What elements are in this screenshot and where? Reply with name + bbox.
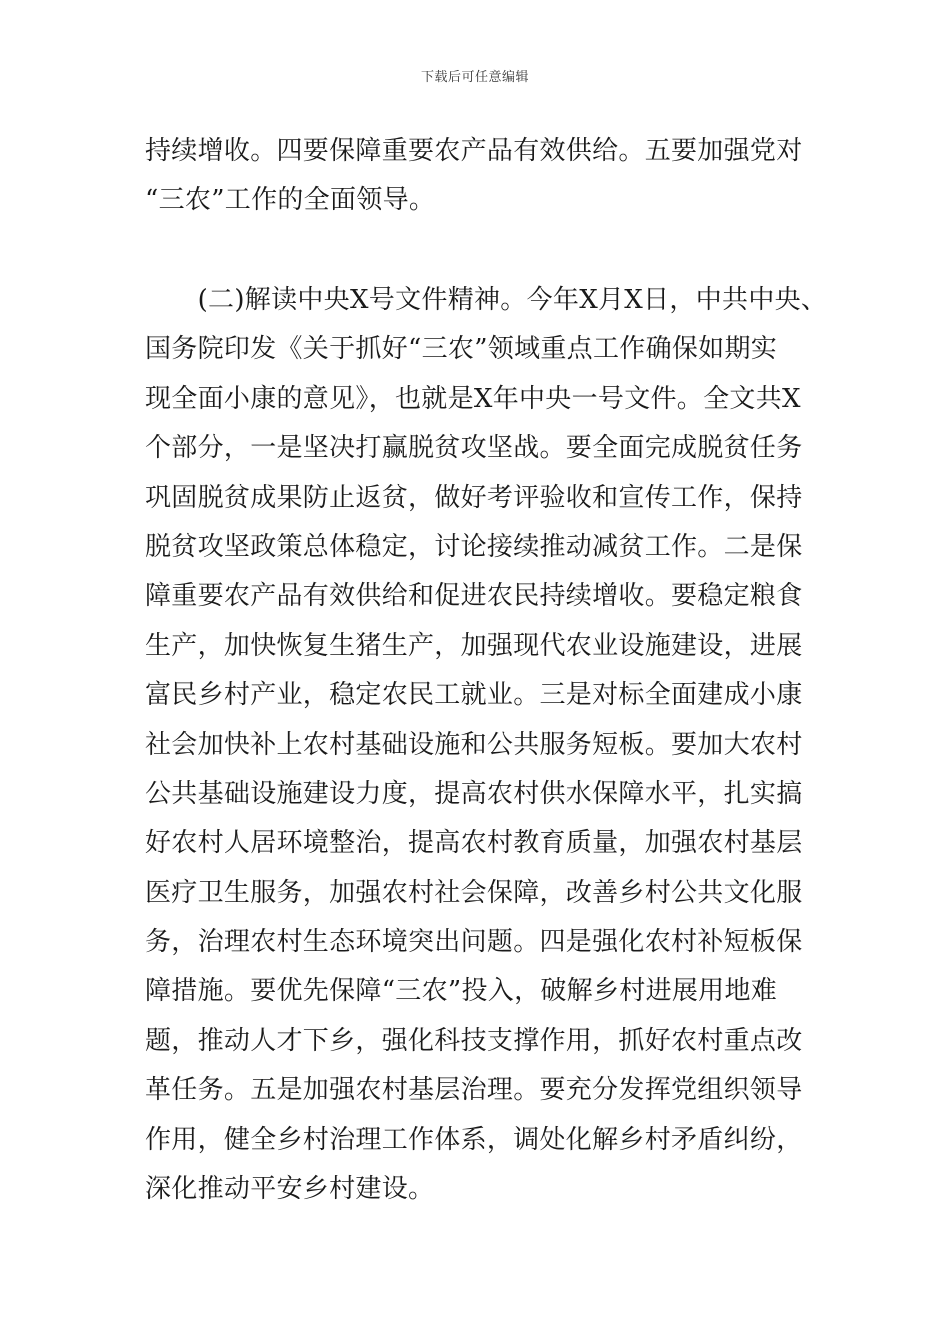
paragraph-line: 务，治理农村生态环境突出问题。四是强化农村补短板保 bbox=[145, 927, 803, 958]
paragraph-line: 障重要农产品有效供给和促进农民持续增收。要稳定粮食 bbox=[145, 581, 803, 612]
paragraph-line: 国务院印发《关于抓好“三农”领域重点工作确保如期实 bbox=[145, 334, 778, 365]
paragraph-line: 巩固脱贫成果防止返贫，做好考评验收和宣传工作，保持 bbox=[145, 482, 803, 513]
paragraph-line: 障措施。要优先保障“三农”投入，破解乡村进展用地难 bbox=[145, 976, 778, 1007]
paragraph-line: 富民乡村产业，稳定农民工就业。三是对标全面建成小康 bbox=[145, 680, 803, 711]
paragraph-line: 作用，健全乡村治理工作体系，调处化解乡村矛盾纠纷， bbox=[145, 1124, 803, 1155]
paragraph-continuation bbox=[145, 127, 835, 226]
paragraph-line: 持续增收。四要保障重要农产品有效供给。五要加强党对 bbox=[145, 136, 803, 166]
paragraph-line: 医疗卫生服务，加强农村社会保障，改善乡村公共文化服 bbox=[145, 877, 803, 908]
paragraph-line: 个部分，一是坚决打赢脱贫攻坚战。要全面完成脱贫任务 bbox=[145, 433, 803, 464]
header-note: 下载后可任意编辑 bbox=[420, 70, 529, 85]
paragraph-line: 现全面小康的意见》，也就是X年中央一号文件。全文共X bbox=[145, 383, 801, 414]
paragraph-line: 革任务。五是加强农村基层治理。要充分发挥党组织领导 bbox=[145, 1075, 803, 1106]
paragraph-line: 生产，加快恢复生猪生产，加强现代农业设施建设，进展 bbox=[145, 630, 803, 661]
paragraph-line: “三农”工作的全面领导。 bbox=[145, 185, 436, 216]
paragraph-line: 社会加快补上农村基础设施和公共服务短板。要加大农村 bbox=[145, 729, 803, 760]
paragraph-line: 公共基础设施建设力度，提高农村供水保障水平，扎实搞 bbox=[145, 778, 803, 809]
paragraph-central-document bbox=[145, 276, 835, 1214]
paragraph-line: 题，推动人才下乡，强化科技支撑作用，抓好农村重点改 bbox=[145, 1025, 803, 1056]
paragraph-line: 好农村人居环境整治，提高农村教育质量，加强农村基层 bbox=[145, 828, 803, 859]
paragraph-line: 脱贫攻坚政策总体稳定，讨论接续推动减贫工作。二是保 bbox=[145, 531, 803, 562]
paragraph-line: 深化推动平安乡村建设。 bbox=[145, 1174, 435, 1205]
paragraph-line: (二)解读中央X号文件精神。今年X月X日，中共中央、 bbox=[145, 285, 828, 315]
